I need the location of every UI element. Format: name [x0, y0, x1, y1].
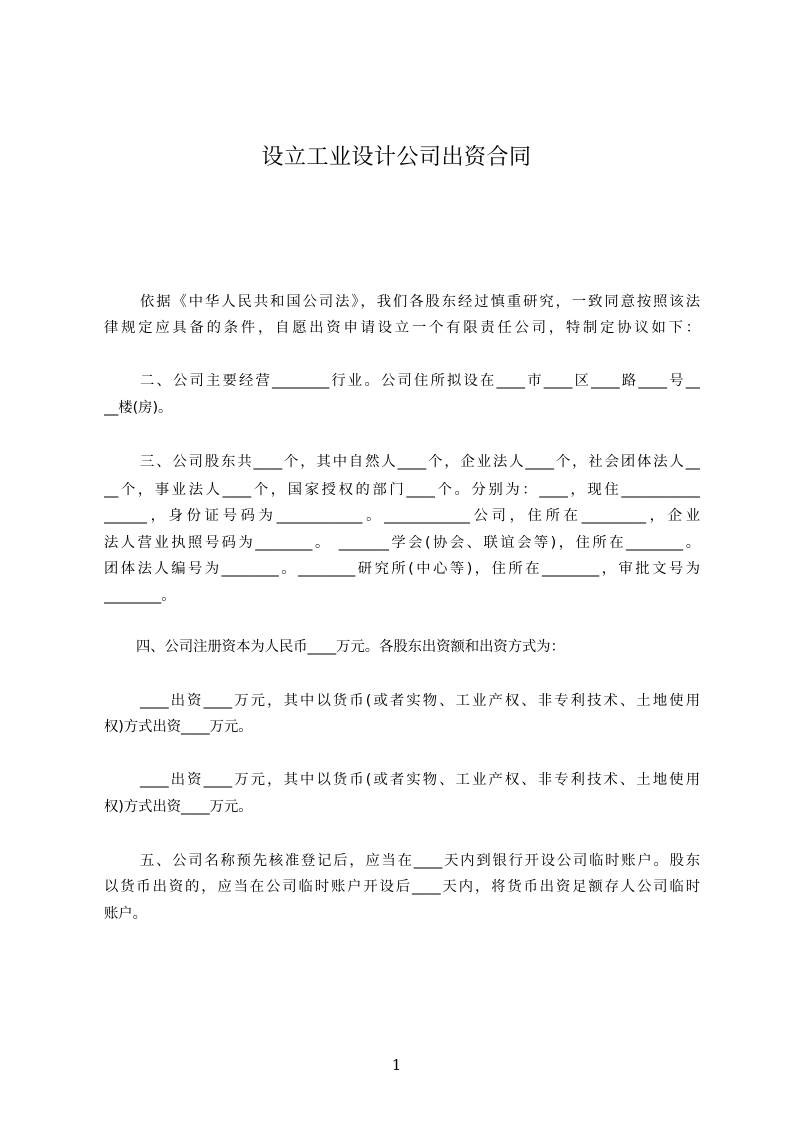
clause-3-line-5: 团体法人编号为________。________研究所(中心等)，住所在________，审批文号为 — [104, 561, 700, 577]
contribution-2-line-2: 权)方式出资____万元。 — [104, 799, 253, 815]
clause-3-line-6: ________。 — [104, 588, 176, 604]
clause-3-line-1: 三、公司股东共____个，其中自然人____个，企业法人____个，社会团体法人__ — [140, 454, 700, 470]
clause-5-line-1: 五、公司名称预先核准登记后，应当在____天内到银行开设公司临时账户。股东 — [140, 853, 700, 869]
clause-2-line-1: 二、公司主要经营________行业。公司住所拟设在____市____区____路____号__ — [140, 373, 700, 389]
document-title: 设立工业设计公司出资合同 — [261, 145, 532, 170]
contribution-1-line-1: ____出资____万元，其中以货币(或者实物、工业产权、非专利技术、土地使用 — [140, 693, 700, 709]
clause-3-line-2: __个，事业法人____个，国家授权的部门____个。分别为：____，现住___________ — [104, 482, 700, 498]
intro-line-2: 律规定应具备的条件，自愿出资申请设立一个有限责任公司，特制定协议如下： — [104, 320, 700, 336]
contribution-1-line-2: 权)方式出资____万元。 — [104, 719, 253, 735]
clause-2-line-2: __楼(房)。 — [104, 400, 173, 416]
intro-line-1: 依据《中华人民共和国公司法》，我们各股东经过慎重研究，一致同意按照该法 — [140, 294, 700, 310]
clause-3-line-4: 法人营业执照号码为________。 _______学会(协会、联谊会等)，住所在________。 — [104, 535, 700, 551]
page-number: 1 — [391, 1056, 402, 1074]
clause-5-line-2: 以货币出资的，应当在公司临时账户开设后____天内，将货币出资足额存人公司临时 — [104, 879, 700, 895]
clause-3-line-3: ______，身份证号码为____________。____________公司，住所在_________，企业 — [104, 508, 700, 524]
clause-4-line-1: 四、公司注册资本为人民币____万元。各股东出资额和出资方式为： — [136, 639, 565, 655]
clause-5-line-3: 账户。 — [104, 906, 147, 922]
contribution-2-line-1: ____出资____万元，其中以货币(或者实物、工业产权、非专利技术、土地使用 — [140, 772, 700, 788]
